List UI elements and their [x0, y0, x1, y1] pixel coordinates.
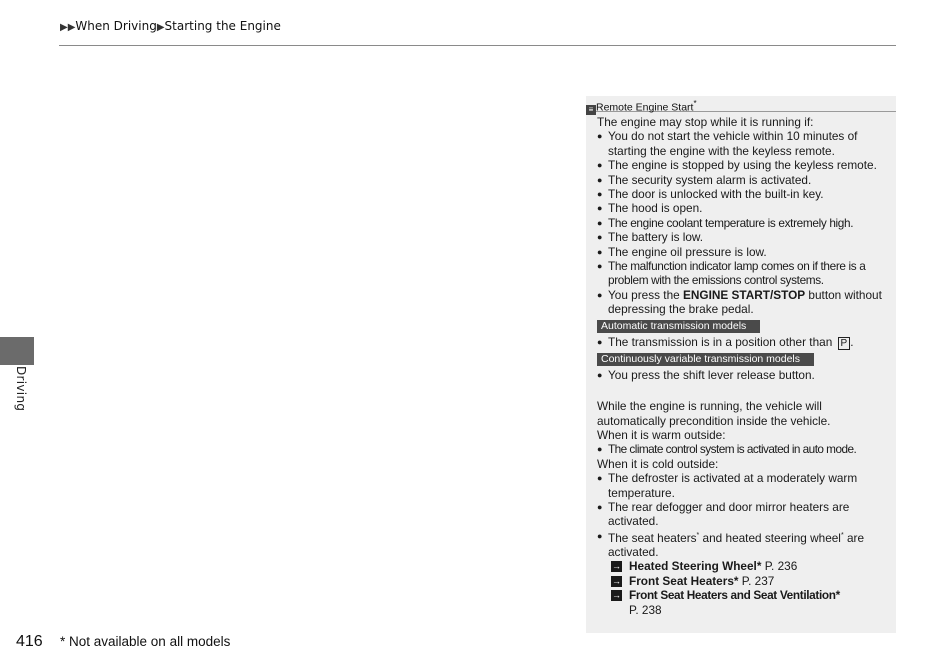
- list-item: ● The engine is stopped by using the keyless remote.: [597, 158, 891, 172]
- cold-list: [597, 471, 891, 559]
- breadcrumb: [60, 19, 281, 33]
- precondition-text: automatically precondition inside the vehicle.: [597, 413, 831, 428]
- chapter-tab[interactable]: [0, 337, 34, 365]
- automatic-transmission-tag: Automatic transmission models: [597, 320, 760, 333]
- press-text: You press the: [608, 287, 683, 302]
- list-item-end: .: [850, 334, 854, 349]
- note-body: [597, 115, 891, 617]
- breadcrumb-topic[interactable]: Starting the Engine: [164, 19, 281, 33]
- list-item: ● The engine coolant temperature is extremely high.: [597, 216, 891, 230]
- cross-reference-link[interactable]: [597, 559, 891, 573]
- list-item: [597, 335, 891, 350]
- warm-heading: When it is warm outside:: [597, 427, 726, 442]
- list-item: [597, 529, 891, 560]
- cross-reference-arrow-icon: →: [612, 575, 621, 586]
- spacer: [597, 382, 891, 399]
- breadcrumb-arrow-icon: ▶: [156, 22, 165, 33]
- footnote-star: *: [696, 531, 700, 539]
- cross-reference-arrow-icon: →: [612, 590, 621, 601]
- reference-icon: ≡: [586, 105, 596, 115]
- list-item: ● You do not start the vehicle within 10 minutes of starting the engine with the keyless remote.: [597, 129, 891, 158]
- precondition-text: While the engine is running, the vehicle will: [597, 399, 822, 414]
- remote-start-note: [586, 96, 896, 633]
- footnote: * Not available on all models: [60, 634, 231, 649]
- footnote-star: *: [756, 559, 762, 574]
- header-divider: [59, 45, 896, 46]
- list-item-text: The transmission is in a position other than: [608, 334, 836, 349]
- list-item-text: and heated steering wheel: [699, 530, 841, 545]
- cvt-list: [597, 368, 891, 382]
- cold-heading: When it is cold outside:: [597, 456, 719, 471]
- list-item: ● The security system alarm is activated.: [597, 173, 891, 187]
- list-item: ● You press the shift lever release button.: [597, 368, 891, 382]
- automatic-list: [597, 335, 891, 350]
- list-item: ● The engine oil pressure is low.: [597, 245, 891, 259]
- list-item-text: are activated.: [608, 530, 864, 560]
- list-item: ● The defroster is activated at a moderately warm temperature.: [597, 471, 891, 500]
- press-text-end: button without depressing the brake pedal.: [608, 287, 882, 317]
- cross-reference-link[interactable]: [597, 588, 891, 617]
- footnote-star: *: [693, 99, 697, 108]
- breadcrumb-section[interactable]: When Driving: [75, 19, 157, 33]
- note-heading: [586, 96, 896, 112]
- list-item: ● The climate control system is activated in auto mode.: [597, 442, 891, 456]
- xref-page[interactable]: P. 236: [761, 559, 798, 574]
- xref-page[interactable]: P. 237: [738, 573, 775, 588]
- page-number: 416: [16, 633, 43, 650]
- list-item: ● The malfunction indicator lamp comes on if there is a problem with the emissions control systems.: [597, 259, 891, 288]
- cross-reference-arrow-icon: →: [612, 561, 621, 572]
- warm-list: [597, 442, 891, 456]
- engine-start-stop-label: ENGINE START/STOP: [683, 287, 806, 302]
- chapter-tab-label: Driving: [14, 366, 28, 412]
- breadcrumb-arrow-icon: ▶▶: [60, 22, 76, 33]
- cvt-tag: Continuously variable transmission models: [597, 353, 814, 366]
- note-heading-text: Remote Engine Start: [596, 101, 694, 114]
- park-position-icon: P: [838, 337, 851, 350]
- list-item: ● The door is unlocked with the built-in key.: [597, 187, 891, 201]
- list-item: ● The battery is low.: [597, 230, 891, 244]
- intro-text: The engine may stop while it is running if:: [597, 115, 814, 129]
- list-item: ● The rear defogger and door mirror heaters are activated.: [597, 500, 891, 529]
- xref-title[interactable]: Heated Steering Wheel: [629, 559, 757, 574]
- list-item: [597, 288, 891, 317]
- stop-conditions-list: [597, 129, 891, 316]
- footnote-star: *: [835, 588, 841, 603]
- list-item-text: The seat heaters: [608, 530, 697, 545]
- footnote-star: *: [733, 573, 739, 588]
- footnote-star: *: [840, 531, 844, 539]
- xref-title[interactable]: Front Seat Heaters: [629, 573, 734, 588]
- xref-title[interactable]: Front Seat Heaters and Seat Ventilation: [629, 588, 836, 603]
- list-item: ● The hood is open.: [597, 201, 891, 215]
- cross-reference-link[interactable]: [597, 574, 891, 588]
- xref-page[interactable]: P. 238: [629, 602, 662, 617]
